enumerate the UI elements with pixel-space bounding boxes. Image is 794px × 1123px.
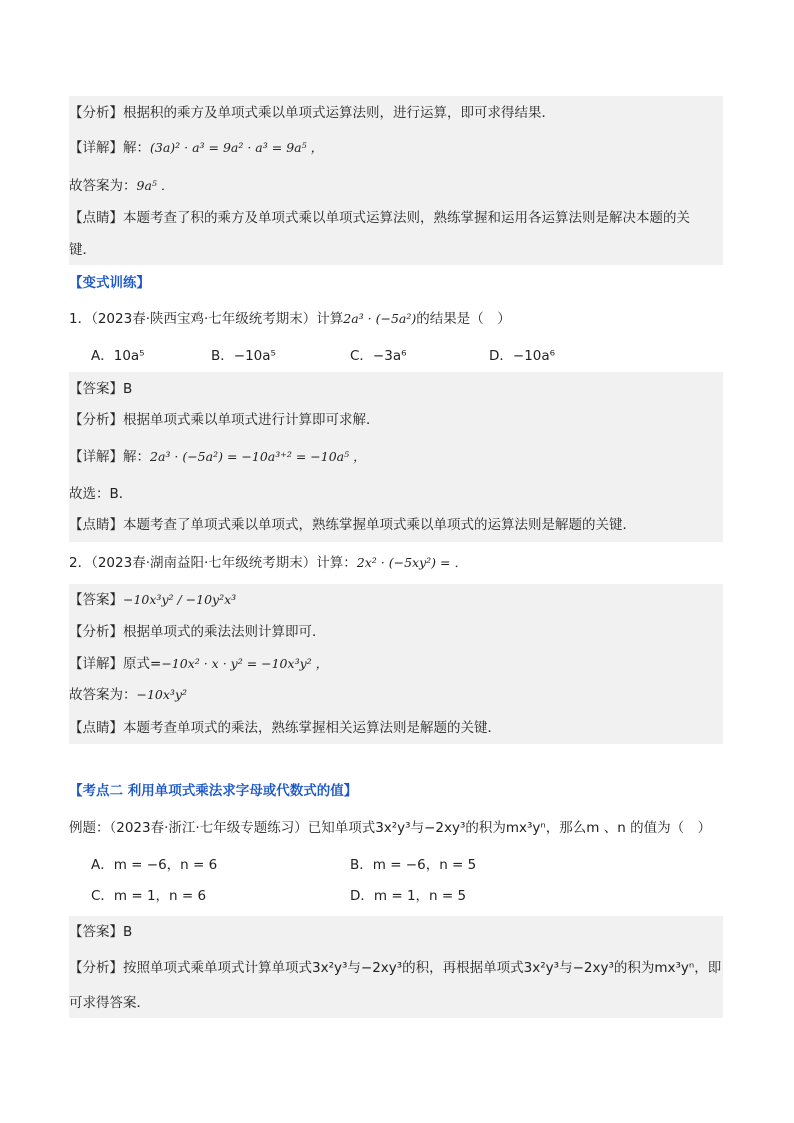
q1-stem-math: 2a³ · (−5a²) — [343, 311, 417, 326]
example-option-d: D．m = 1，n = 5 — [350, 888, 467, 904]
q1-option-b: B．−10a⁵ — [211, 348, 276, 364]
comment-line-2: 键． — [69, 242, 96, 258]
example-analysis-1: 【分析】按照单项式乘单项式计算单项式3x²y³与−2xy³的积，再根据单项式3x²y³与−2xy³的积为mx³yⁿ，即 — [69, 960, 722, 976]
detail-label: 【详解】解： — [69, 140, 150, 156]
comment-line-1: 【点睛】本题考查了积的乘方及单项式乘以单项式运算法则，熟练掌握和运用各运算法则是解决本题的关 — [69, 210, 690, 226]
q1-analysis: 【分析】根据单项式乘以单项式进行计算即可求解． — [69, 412, 380, 428]
example-option-c: C．m = 1，n = 6 — [91, 888, 207, 904]
detail-line — [69, 139, 323, 157]
q1-answer: 【答案】B — [69, 381, 133, 397]
q2-answer2-math: −10x³y² — [136, 687, 188, 702]
q1-option-a: A．10a⁵ — [91, 348, 145, 364]
q1-option-c: C．−3a⁶ — [350, 348, 407, 364]
q2-analysis: 【分析】根据单项式的乘法法则计算即可． — [69, 624, 326, 640]
q2-detail-label: 【详解】原式= — [69, 656, 162, 672]
answer-math: 9a⁵ ． — [136, 178, 174, 193]
q1-detail — [69, 448, 366, 466]
example-answer: 【答案】B — [69, 924, 133, 940]
variant-training-heading: 【变式训练】 — [69, 275, 150, 291]
q1-stem-prefix: 1．（2023春·陕西宝鸡·七年级统考期末）计算 — [69, 311, 344, 327]
q2-comment: 【点睛】本题考查单项式的乘法，熟练掌握相关运算法则是解题的关键． — [69, 720, 501, 736]
q1-detail-math: 2a³ · (−5a²) = −10a³⁺² = −10a⁵ ， — [150, 449, 366, 464]
q1-choice: 故选：B． — [69, 486, 133, 502]
q2-answer-2 — [69, 686, 187, 704]
example-analysis-2: 可求得答案． — [69, 995, 150, 1011]
section-2-heading: 【考点二 利用单项式乘法求字母或代数式的值】 — [69, 783, 358, 799]
q2-stem-prefix: 2．（2023春·湖南益阳·七年级统考期末）计算： — [69, 555, 357, 571]
example-stem: 例题：（2023春·浙江·七年级专题练习）已知单项式3x²y³与−2xy³的积为mx³yⁿ，那么m 、n 的值为（ ） — [69, 820, 712, 836]
answer-line — [69, 177, 173, 195]
q1-stem-suffix: 的结果是（ ） — [416, 311, 511, 327]
q1-comment: 【点睛】本题考查了单项式乘以单项式，熟练掌握单项式乘以单项式的运算法则是解题的关键． — [69, 517, 636, 533]
answer-label: 故答案为： — [69, 178, 137, 194]
q2-detail — [69, 655, 328, 673]
q1-detail-label: 【详解】解： — [69, 449, 150, 465]
question-1-stem — [69, 310, 511, 328]
q2-answer — [69, 591, 236, 609]
q2-answer-label: 【答案】 — [69, 592, 123, 608]
q2-stem-math: 2x² · (−5xy²) = ． — [356, 555, 467, 570]
q2-detail-math: −10x² · x · y² = −10x³y² ， — [161, 656, 329, 671]
q2-answer2-label: 故答案为： — [69, 687, 137, 703]
analysis-line: 【分析】根据积的乘方及单项式乘以单项式运算法则，进行运算，即可求得结果． — [69, 105, 555, 121]
example-option-b: B．m = −6，n = 5 — [350, 857, 477, 873]
q1-option-d: D．−10a⁶ — [489, 348, 556, 364]
question-2-stem — [69, 554, 467, 572]
q2-answer-math: −10x³y² / −10y²x³ — [123, 592, 237, 607]
detail-math: (3a)² · a³ = 9a² · a³ = 9a⁵ ， — [150, 140, 324, 155]
example-option-a: A．m = −6，n = 6 — [91, 857, 218, 873]
